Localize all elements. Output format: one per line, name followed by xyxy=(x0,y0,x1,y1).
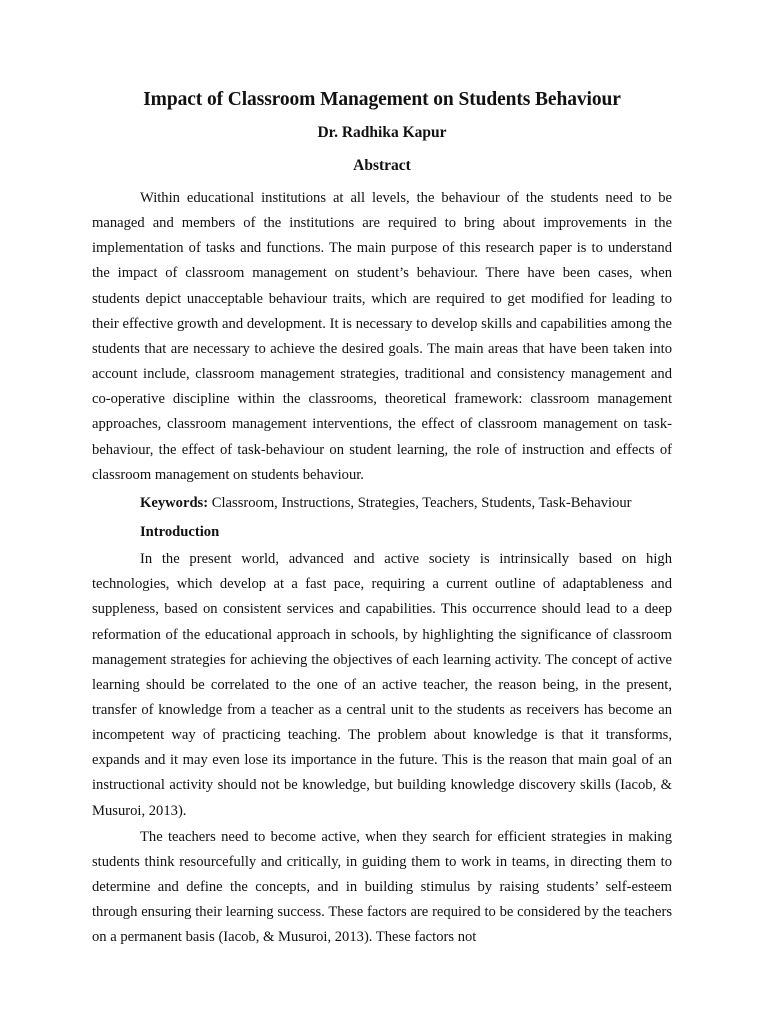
page-content xyxy=(92,86,672,951)
keywords-label: Keywords: xyxy=(140,494,209,511)
abstract-heading: Abstract xyxy=(353,157,411,174)
introduction-heading: Introduction xyxy=(140,524,220,541)
introduction-paragraph-1: In the present world, advanced and active society is intrinsically based on high technologies, which develop at a fast pace, requiring a current outline of adaptableness and suppleness, based on consistent services and capabilities. This occurrence should lead to a deep reformation of the educational approach in schools, by highlighting the significance of classroom management strategies for achieving the objectives of each learning activity. The concept of active learning should be correlated to the one of an active teacher, the reason being, in the present, transfer of knowledge from a teacher as a central unit to the students as receivers has become an incompetent way of practicing teaching. The problem about knowledge is that it transforms, expands and it may even lose its importance in the future. This is the reason that main goal of an instructional activity should not be knowledge, but building knowledge discovery skills (Iacob, & Musuroi, 2013). xyxy=(92,551,672,819)
introduction-paragraph-2: The teachers need to become active, when they search for efficient strategies in making students think resourcefully and critically, in guiding them to work in teams, in directing them to determine and define the concepts, and in building stimulus by raising students’ self-esteem through ensuring their learning success. These factors are required to be considered by the teachers on a permanent basis (Iacob, & Musuroi, 2013). These factors not xyxy=(92,828,672,946)
keywords-line xyxy=(92,491,672,516)
author-name: Dr. Radhika Kapur xyxy=(317,124,447,141)
abstract-paragraph: Within educational institutions at all levels, the behaviour of the students need to be managed and members of the institutions are required to bring about improvements in the implementation of tasks and functions. The main purpose of this research paper is to understand the impact of classroom management on student’s behaviour. There have been cases, when students depict unacceptable behaviour traits, which are required to get modified for leading to their effective growth and development. It is necessary to develop skills and capabilities among the students that are necessary to achieve the desired goals. The main areas that have been taken into account include, classroom management strategies, traditional and consistency management and co-operative discipline within the classrooms, theoretical framework: classroom management approaches, classroom management interventions, the effect of classroom management on task-behaviour, the effect of task-behaviour on student learning, the role of instruction and effects of classroom management on students behaviour. xyxy=(92,190,672,483)
paper-title: Impact of Classroom Management on Students Behaviour xyxy=(143,89,621,110)
keywords-list: Classroom, Instructions, Strategies, Teachers, Students, Task-Behaviour xyxy=(208,494,632,511)
